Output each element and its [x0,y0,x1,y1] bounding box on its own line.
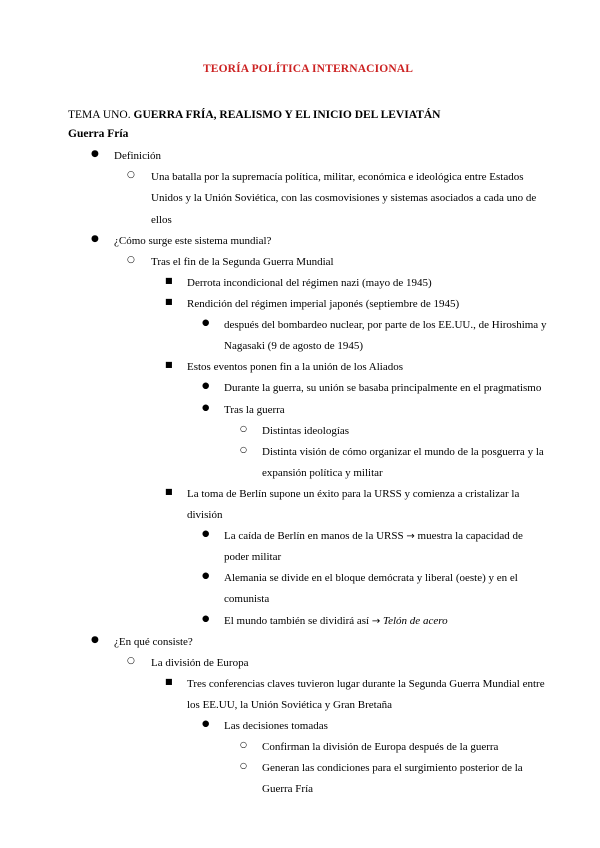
emphasized-term: Telón de acero [383,614,448,627]
outline-item-label: La caída de Berlín en manos de la URSS → muestra la capacidad de poder militar [224,530,523,564]
outline-item-label: Durante la guerra, su unión se basaba principalmente en el pragmatismo [224,382,542,395]
outline-item-row [240,758,548,800]
outline-item [240,737,548,758]
outline-item-label: Distinta visión de cómo organizar el mundo de la posguerra y la expansión política y militar [262,445,544,479]
outline-item [240,442,548,484]
outline-item [127,653,548,801]
outline-item-label: Tras la guerra [224,403,285,416]
outline-item-row [165,484,548,526]
outline-item-row [202,568,548,610]
outline-sublist [91,167,548,230]
bullet-circle-icon: ○ [127,655,135,666]
bullet-square-icon: ■ [165,275,173,285]
outline-item-row [165,674,548,716]
outline-item-label: Una batalla por la supremacía política, militar, económica e ideológica entre Estados Unidos y la Unión Soviética, con las cosmovisiones y sistemas asociados a cada uno de ellos [151,171,537,226]
outline-item-row [202,400,548,421]
bullet-disc-icon: ● [202,318,210,329]
outline-item-label: Generan las condiciones para el surgimiento posterior de la Guerra Fría [262,762,523,796]
arrow-glyph: → [406,531,415,543]
outline-item-label: después del bombardeo nuclear, por parte de los EE.UU., de Hiroshima y Nagasaki (9 de agosto de 1945) [224,319,547,353]
outline-item-row [91,146,548,167]
outline-item [165,273,548,294]
bullet-disc-icon: ● [91,634,99,645]
topic-heading [68,106,548,125]
outline-sublist [165,378,548,484]
outline-item [202,526,548,568]
outline-item [165,357,548,484]
outline-item-label: Tres conferencias claves tuvieron lugar durante la Segunda Guerra Mundial entre los EE.UU, la Unión Soviética y Gran Bretaña [187,677,545,712]
bullet-disc-icon: ● [202,402,210,413]
outline-list [68,146,548,800]
outline-sublist [127,674,548,801]
outline-item-label: Rendición del régimen imperial japonés (septiembre de 1945) [187,297,460,310]
outline-item-row [127,252,548,273]
outline-item [165,484,548,632]
bullet-disc-icon: ● [91,149,99,160]
bullet-disc-icon: ● [202,381,210,392]
outline-item [91,146,548,230]
outline-sublist [165,716,548,800]
bullet-square-icon: ■ [165,360,173,370]
outline-item [127,167,548,230]
outline-item-row [202,611,548,632]
outline-item-row [91,632,548,653]
outline-item-label: ¿Cómo surge este sistema mundial? [114,234,272,247]
outline-item-row [127,653,548,674]
bullet-circle-icon: ○ [127,254,135,265]
outline-sublist [202,421,548,484]
outline-item-row [202,378,548,399]
outline-item [202,400,548,484]
outline-item-row [240,737,548,758]
outline-item-label: La división de Europa [151,656,249,669]
outline-sublist [91,252,548,632]
outline-item-label: ¿En qué consiste? [114,635,193,648]
outline-item-label: Alemania se divide en el bloque demócrata y liberal (oeste) y en el comunista [224,572,518,606]
outline-item-label: Confirman la división de Europa después de la guerra [262,741,499,754]
outline-sublist [127,273,548,632]
arrow-glyph: → [371,615,381,627]
outline-item [91,231,548,632]
bullet-disc-icon: ● [202,719,210,730]
outline-item [165,294,548,357]
outline-item-label: Distintas ideologías [262,424,350,437]
outline-item [202,378,548,399]
outline-sublist [165,315,548,357]
outline-item-label: Definición [114,150,162,163]
bullet-square-icon: ■ [165,296,173,306]
outline-item-row [127,167,548,230]
outline-item-row [202,716,548,737]
bullet-circle-icon: ○ [240,740,247,750]
bullet-disc-icon: ● [202,571,210,582]
bullet-disc-icon: ● [91,233,99,244]
outline-item [202,315,548,357]
outline-item-row [240,421,548,442]
outline-item-row [202,315,548,357]
bullet-disc-icon: ● [202,613,210,624]
outline-sublist [202,737,548,800]
page-title: TEORÍA POLÍTICA INTERNACIONAL [202,63,414,75]
outline-item [240,421,548,442]
outline-item-row [91,231,548,252]
bullet-circle-icon: ○ [127,170,135,181]
outline-item-label: Tras el fin de la Segunda Guerra Mundial [151,255,334,268]
bullet-circle-icon: ○ [240,761,247,771]
outline-item-label: Estos eventos ponen fin a la unión de los Aliados [187,361,403,374]
outline-item [127,252,548,632]
outline-item [202,568,548,610]
outline-item-row [165,294,548,315]
outline-item-label: Derrota incondicional del régimen nazi (mayo de 1945) [187,276,432,289]
outline-sublist [165,526,548,632]
outline-item-row [202,526,548,568]
outline-item [240,758,548,800]
bullet-circle-icon: ○ [240,444,247,454]
outline-item-row [165,357,548,378]
topic-heading-title: GUERRA FRÍA, REALISMO Y EL INICIO DEL LEVIATÁN [133,108,441,121]
outline-item [202,611,548,632]
bullet-disc-icon: ● [202,529,210,540]
outline-item-label: El mundo también se dividirá así → Telón de acero [224,614,448,627]
bullet-circle-icon: ○ [240,423,247,433]
bullet-square-icon: ■ [165,676,173,686]
bullet-square-icon: ■ [165,486,173,496]
outline-sublist [91,653,548,801]
outline-item [202,716,548,800]
outline-item-label: Las decisiones tomadas [224,720,328,733]
outline-item-label: La toma de Berlín supone un éxito para la URSS y comienza a cristalizar la división [187,487,520,522]
outline-item-row [165,273,548,294]
outline-item [91,632,548,801]
outline-item-row [240,442,548,484]
section-subheading: Guerra Fría [68,127,129,140]
topic-heading-prefix: TEMA UNO. [68,108,131,121]
outline-item [165,674,548,801]
